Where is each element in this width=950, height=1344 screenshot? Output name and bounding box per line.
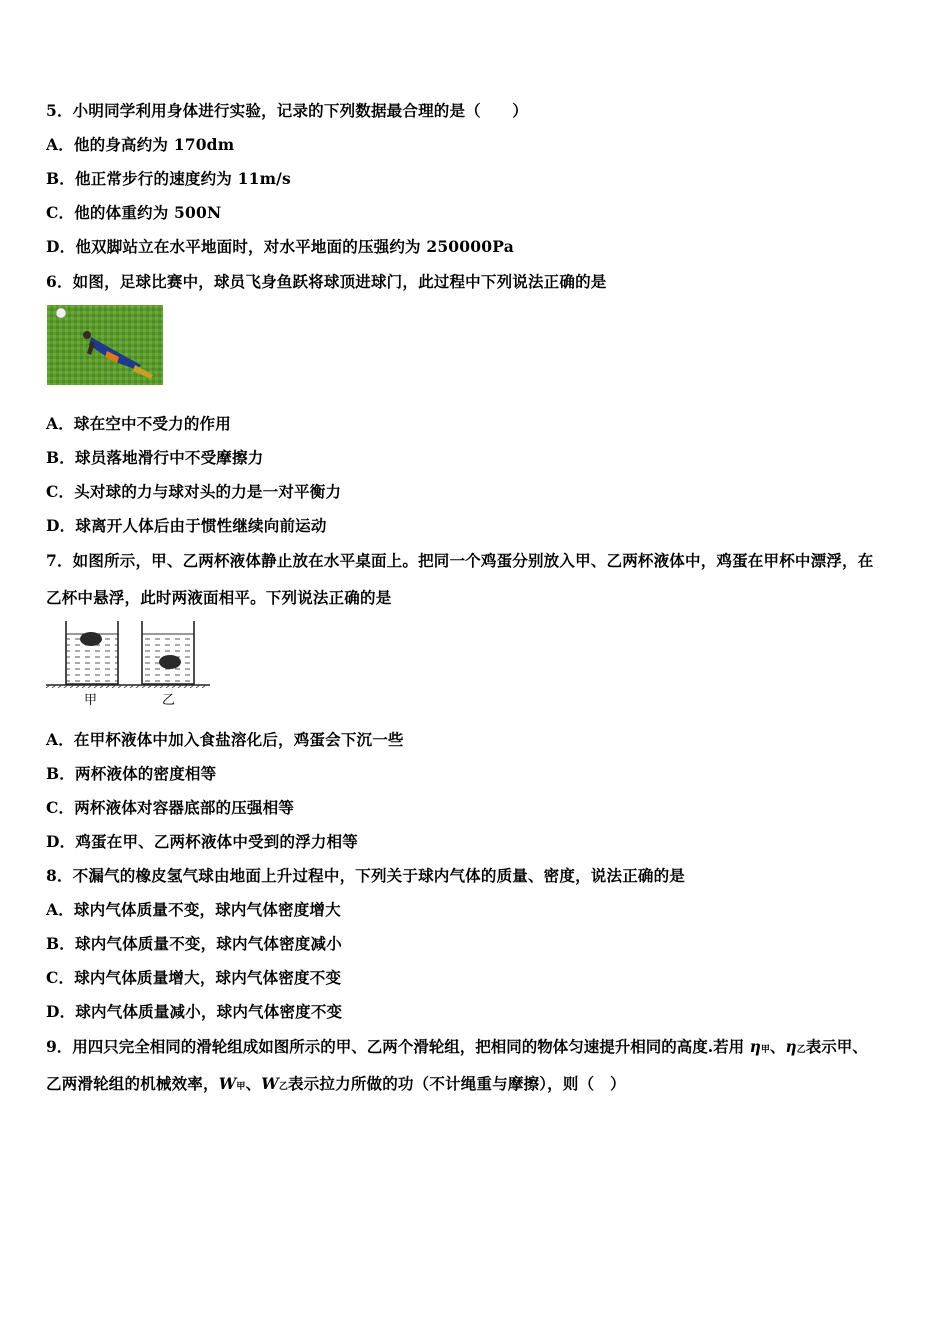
- q5-option-c: C．他的体重约为 500N: [46, 203, 222, 222]
- q8-option-c: C．球内气体质量增大，球内气体密度不变: [46, 968, 342, 987]
- figure-label-jia: 甲: [84, 693, 98, 708]
- q5-option-a: A．他的身高约为 170dm: [46, 135, 235, 154]
- q9-line1-end: 表示甲、: [805, 1037, 868, 1056]
- eta-sub-jia: 甲: [760, 1045, 770, 1055]
- q5-option-b: B．他正常步行的速度约为 11m/s: [46, 169, 291, 188]
- q8-option-d: D．球内气体质量减小，球内气体密度不变: [46, 1002, 343, 1021]
- q7-stem-line2: 乙杯中悬浮，此时两液面相平。下列说法正确的是: [46, 588, 392, 607]
- q6-option-d: D．球离开人体后由于惯性继续向前运动: [46, 516, 327, 535]
- work-symbol: W: [218, 1074, 237, 1093]
- ball-icon: [56, 308, 66, 318]
- egg-floating: [80, 632, 102, 646]
- beakers-figure: [44, 618, 212, 688]
- q5-stem: 5．小明同学利用身体进行实验，记录的下列数据最合理的是（ ）: [46, 101, 528, 120]
- egg-suspended: [159, 655, 181, 669]
- q5-option-d: D．他双脚站立在水平地面时，对水平地面的压强约为 250000Pa: [46, 237, 514, 256]
- q6-option-b: B．球员落地滑行中不受摩擦力: [46, 448, 264, 467]
- q9-stem-line1: [46, 1037, 868, 1060]
- eta-sub-yi: 乙: [796, 1045, 806, 1055]
- q7-option-c: C．两杯液体对容器底部的压强相等: [46, 798, 295, 817]
- separator: 、: [769, 1037, 786, 1056]
- q7-stem-line1: 7．如图所示，甲、乙两杯液体静止放在水平桌面上。把同一个鸡蛋分别放入甲、乙两杯液体中，鸡蛋在甲杯中漂浮，在: [46, 551, 874, 570]
- q8-stem: 8．不漏气的橡皮氢气球由地面上升过程中，下列关于球内气体的质量、密度，说法正确的是: [46, 866, 685, 885]
- q9-line1-text: 9．用四只完全相同的滑轮组成如图所示的甲、乙两个滑轮组，把相同的物体匀速提升相同的高度.若用: [46, 1037, 750, 1056]
- beaker-jia: [66, 621, 118, 684]
- q6-option-c: C．头对球的力与球对头的力是一对平衡力: [46, 482, 342, 501]
- eta-symbol: η: [785, 1037, 797, 1056]
- q6-stem: 6．如图，足球比赛中，球员飞身鱼跃将球顶进球门，此过程中下列说法正确的是: [46, 272, 607, 291]
- figure-label-yi: 乙: [162, 693, 176, 708]
- q9-stem-line2: [46, 1074, 626, 1097]
- work-sub-jia: 甲: [236, 1082, 246, 1092]
- work-sub-yi: 乙: [278, 1082, 289, 1092]
- q7-option-b: B．两杯液体的密度相等: [46, 764, 217, 783]
- q9-line2-text: 乙两滑轮组的机械效率，: [46, 1074, 219, 1093]
- q8-option-b: B．球内气体质量不变，球内气体密度减小: [46, 934, 342, 953]
- work-symbol: W: [261, 1074, 279, 1093]
- q7-option-a: A．在甲杯液体中加入食盐溶化后，鸡蛋会下沉一些: [46, 730, 404, 749]
- separator: 、: [245, 1074, 262, 1093]
- football-header-photo: [47, 305, 163, 385]
- beaker-yi: [142, 621, 194, 684]
- eta-symbol: η: [749, 1037, 761, 1056]
- q7-option-d: D．鸡蛋在甲、乙两杯液体中受到的浮力相等: [46, 832, 358, 851]
- q9-line2-end: 表示拉力所做的功（不计绳重与摩擦），则（ ）: [288, 1074, 626, 1093]
- q8-option-a: A．球内气体质量不变，球内气体密度增大: [46, 900, 341, 919]
- q6-option-a: A．球在空中不受力的作用: [46, 414, 231, 433]
